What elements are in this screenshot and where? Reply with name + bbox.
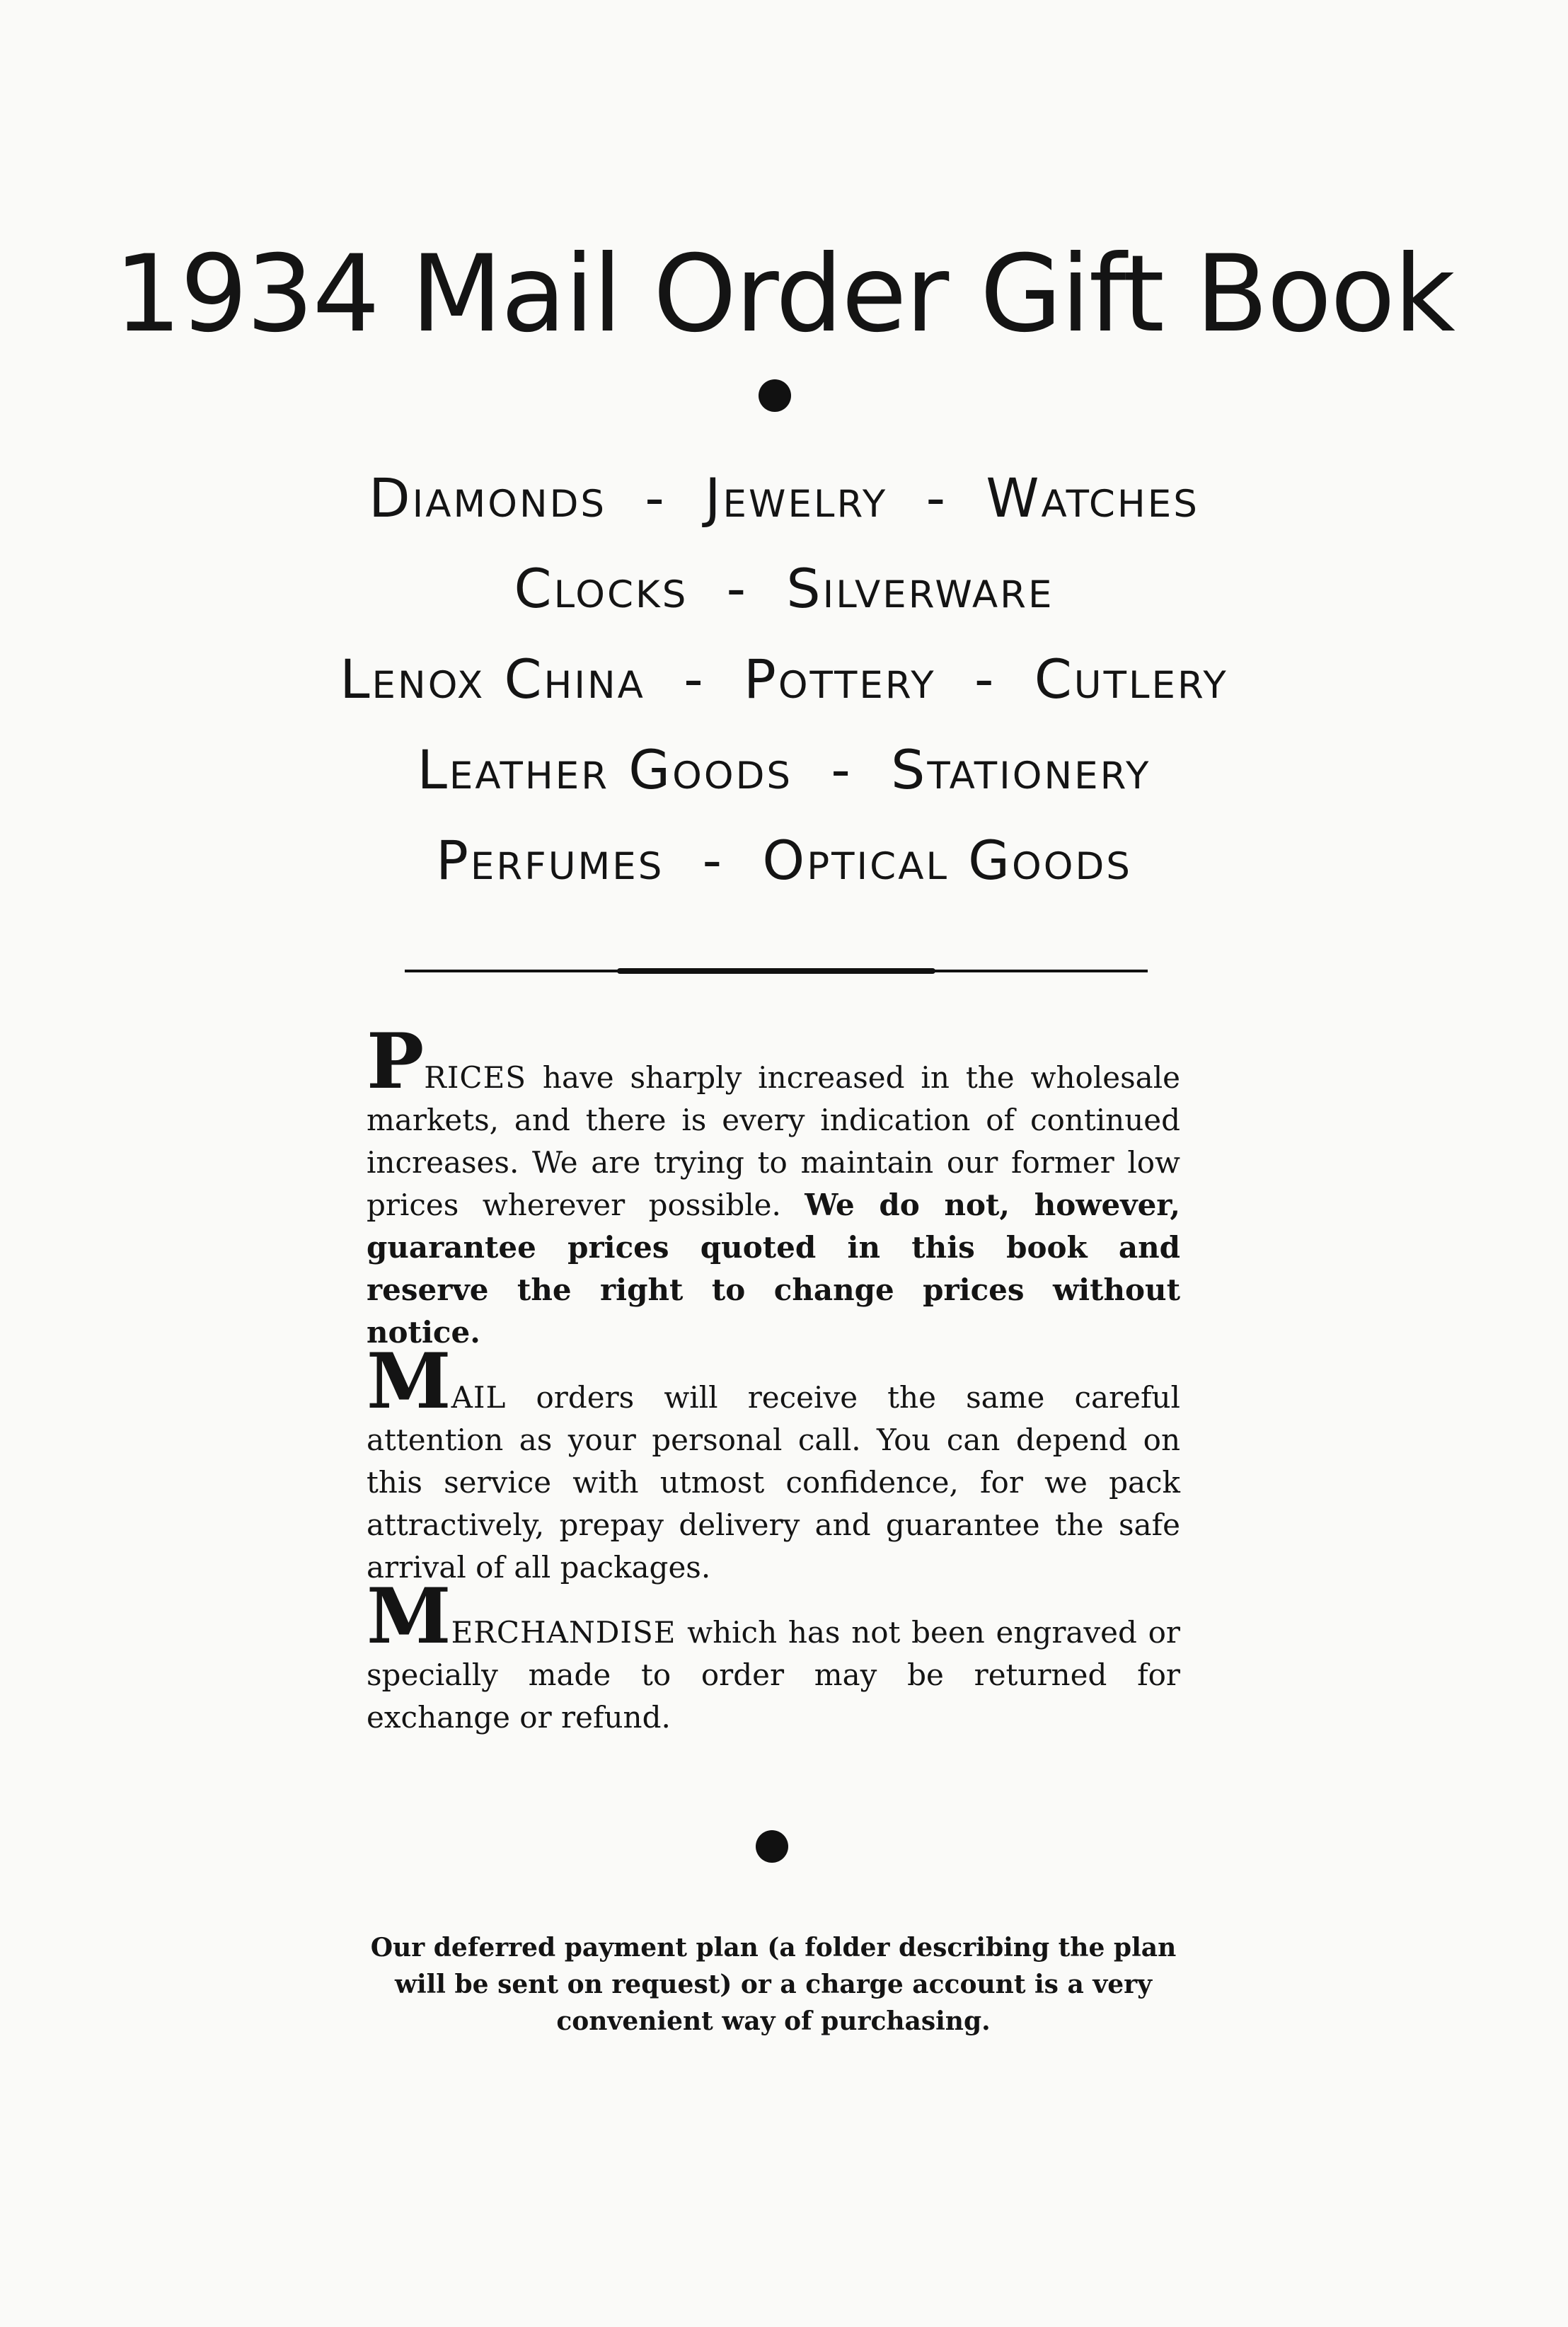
lead-word: AIL	[451, 1380, 507, 1415]
bullet-dot-icon	[756, 1830, 788, 1863]
divider-rule	[405, 970, 1148, 972]
mail-paragraph	[367, 1337, 1180, 1589]
drop-cap: M	[367, 1337, 451, 1426]
category-line: Clocks - Silverware	[514, 557, 1054, 620]
category-line: Leather Goods - Stationery	[417, 738, 1151, 801]
paragraph-text: which has not been engraved or specially made to order may be returned for exchange or refund.	[367, 1615, 1180, 1735]
prices-paragraph	[367, 1017, 1180, 1354]
bullet-dot-icon	[759, 379, 791, 412]
payment-plan-note: Our deferred payment plan (a folder describing the plan will be sent on request) or a charge account is a very convenient way of purchasing.	[370, 1933, 1177, 2036]
paragraph-text: orders will receive the same careful attention as your personal call. You can depend on this service with utmost confidence, for we pack attractively, prepay delivery and guarantee the safe arrival of all packages.	[367, 1380, 1180, 1585]
category-line: Lenox China - Pottery - Cutlery	[340, 648, 1228, 711]
paragraph-text: have sharply increased in the wholesale markets, and there is every indication of continued increases. We are trying to maintain our former low prices wherever possible.	[367, 1060, 1180, 1222]
merchandise-paragraph	[367, 1572, 1180, 1739]
category-list	[0, 453, 1568, 906]
lead-word: RICES	[424, 1060, 526, 1095]
category-line: Diamonds - Jewelry - Watches	[369, 466, 1199, 529]
page-title: 1934 Mail Order Gift Book	[114, 233, 1454, 356]
lead-word: ERCHANDISE	[451, 1615, 676, 1650]
drop-cap: P	[367, 1017, 425, 1106]
category-line: Perfumes - Optical Goods	[436, 829, 1132, 892]
drop-cap: M	[367, 1572, 451, 1661]
paragraph-bold-text: We do not, however, guarantee prices quoted in this book and reserve the right to change prices without notice.	[367, 1188, 1180, 1350]
